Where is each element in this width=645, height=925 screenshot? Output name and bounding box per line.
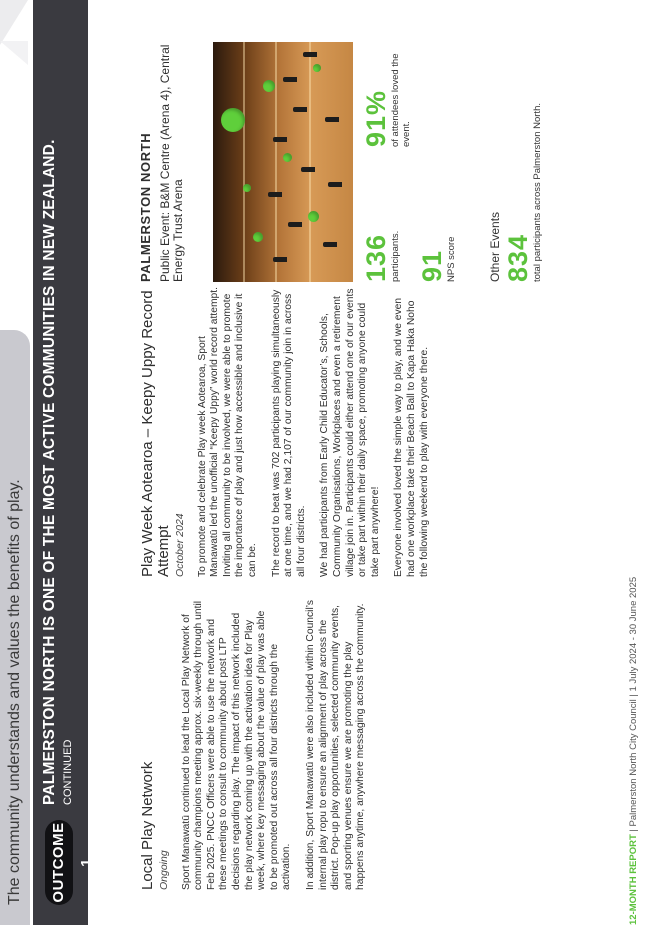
stat-nps: 91 NPS score bbox=[417, 236, 457, 282]
outcome-badge: OUTCOME 1 bbox=[45, 820, 73, 905]
other-events bbox=[480, 12, 543, 282]
other-events-value: 834 bbox=[503, 233, 533, 282]
outcome-header bbox=[33, 0, 95, 925]
section-date: October 2024 bbox=[174, 513, 186, 577]
section-play-week bbox=[140, 287, 442, 577]
paragraph: Everyone involved loved the simple way to play, and we even had one workplace take their Beach Ball to Kapa Haka Noho the following weekend to play with everyone there. bbox=[393, 297, 430, 577]
public-event-text: Public Event: B&M Centre (Arena 4), Central Energy Trust Arena bbox=[157, 44, 185, 282]
section-local-play-network bbox=[140, 600, 379, 890]
section-palmerston-north bbox=[140, 42, 193, 282]
other-events-label: Other Events bbox=[488, 211, 502, 282]
page-footer bbox=[628, 0, 639, 925]
stat-participants: 136 participants. bbox=[361, 230, 401, 282]
banner-text: The community understands and values the benefits of play. bbox=[6, 479, 23, 905]
stat-loved: 91% of attendees loved the event. bbox=[361, 53, 412, 147]
paragraph: To promote and celebrate Play week Aotearoa, Sport Manawatū led the unofficial “Keepy Uppy” world record attempt. Inviting all community to be involved, we were able to promote the importance of play and just how accessible and inclusive it can be. bbox=[196, 287, 258, 577]
paragraph: Sport Manawatū continued to lead the Local Play Network of community champions meeting approx. six-weekly through until Feb 2025. PNCC Officers were able to use the network and these meetings to consult to community about post LTP decisions regarding play. The impact of this network included the play network coming up with the activation idea for Play week, where key messaging about the value of play was able to be promoted out across all four districts through the activation. bbox=[180, 600, 293, 890]
paragraph: The record to beat was 702 participants playing simultaneously at one time, and we had 2,107 of our community join in across all four districts. bbox=[270, 289, 307, 577]
outcome-title: PALMERSTON NORTH IS ONE OF THE MOST ACTIVE COMMUNITIES IN NEW ZEALAND. bbox=[41, 139, 58, 805]
outcome-banner bbox=[0, 330, 30, 925]
section-title: Play Week Aotearoa – Keepy Uppy Record Attempt bbox=[139, 290, 172, 577]
event-photo bbox=[213, 42, 353, 282]
paragraph: We had participants from Early Child Educator’s, Schools, Community Organisations, Workplaces and even a retirement village join in. Participants could either attend one of our events or take part within their daily space, promoting anyone could take part anywhere! bbox=[319, 288, 381, 577]
other-events-desc: total participants across Palmerston North. bbox=[532, 103, 543, 282]
section-date: Ongoing bbox=[158, 850, 170, 890]
section-title: Local Play Network bbox=[139, 761, 156, 890]
footer-brand: 12-MONTH REPORT bbox=[628, 834, 639, 925]
outcome-subtitle: CONTINUED bbox=[62, 739, 74, 805]
paragraph: In addition, Sport Manawatū were also included within Council’s internal play ropu to ensure an alignment of play across the district. Pop-up play opportunities, selected community events, and sporting venues ensure we are promoting the play happens anytime, anywhere messaging across the community. bbox=[304, 599, 367, 890]
footer-text: | Palmerston North City Council | 1 July 2024 - 30 June 2025 bbox=[628, 576, 639, 835]
place-heading: PALMERSTON NORTH bbox=[138, 132, 153, 282]
